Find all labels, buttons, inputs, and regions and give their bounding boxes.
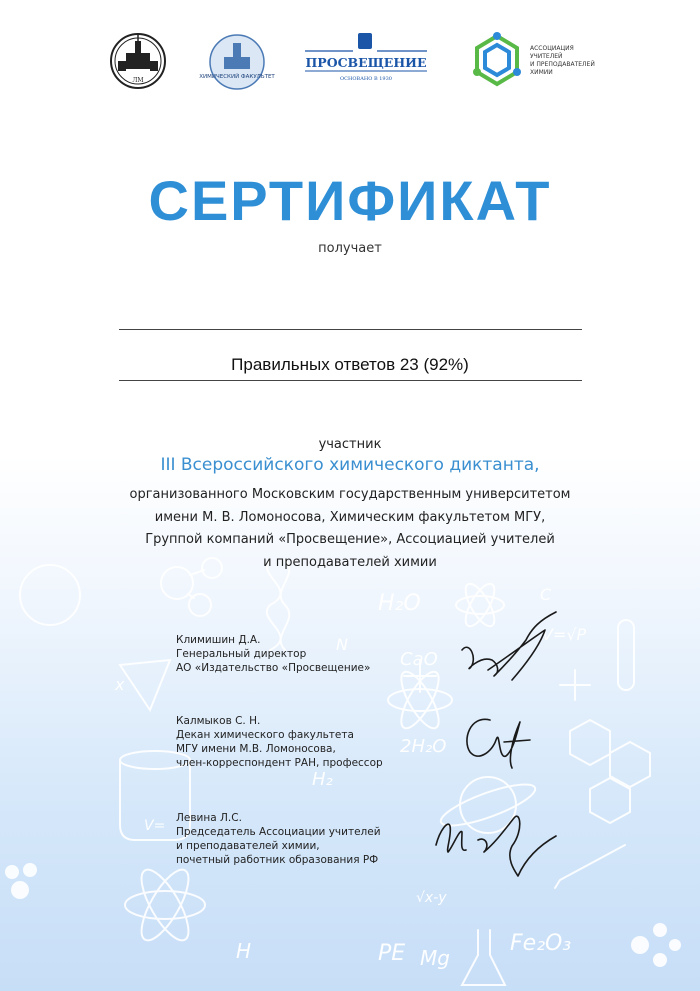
certificate-title: СЕРТИФИКАТ <box>148 169 552 232</box>
organizers-line: Группой компаний «Просвещение», Ассоциацией учителей <box>145 532 555 547</box>
doodle-label-pe: PE <box>378 941 406 966</box>
signer-title: почетный работник образования РФ <box>176 854 379 866</box>
svg-text:АССОЦИАЦИЯ: АССОЦИАЦИЯ <box>530 45 574 52</box>
signer-title: член-корреспондент РАН, профессор <box>176 757 383 769</box>
doodle-label-fe2o3: Fe₂O₃ <box>510 931 572 956</box>
signer-title: Председатель Ассоциации учителей <box>176 826 381 838</box>
event-name: III Всероссийского химического диктанта, <box>160 455 540 475</box>
doodle-label-v-eq2: V= <box>144 818 166 834</box>
doodle-label-x: x <box>115 675 125 694</box>
doodle-label-cao: CaO <box>400 649 438 670</box>
chemfak-label: ХИМИЧЕСКИЙ ФАКУЛЬТЕТ <box>199 74 275 80</box>
doodle-label-mg: Mg <box>420 946 450 970</box>
signer-title: Декан химического факультета <box>176 729 354 741</box>
signature-levina <box>436 816 556 876</box>
result-text: Правильных ответов 23 (92%) <box>231 355 469 374</box>
organizers-line: и преподавателей химии <box>263 554 437 570</box>
receives-label: получает <box>318 241 382 256</box>
svg-text:И ПРЕПОДАВАТЕЛЕЙ: И ПРЕПОДАВАТЕЛЕЙ <box>530 61 595 68</box>
svg-text:ЛМ: ЛМ <box>132 77 144 84</box>
doodle-label-h: H <box>236 939 252 963</box>
doodle-label-sqrt: √x-y <box>416 890 447 906</box>
organizers-line: имени М. В. Ломоносова, Химическим факультетом МГУ, <box>154 509 546 525</box>
signer-title: и преподавателей химии, <box>176 840 320 852</box>
signer-title: МГУ имени М.В. Ломоносова, <box>176 743 336 755</box>
doodle-label-2h2o: 2H₂O <box>400 736 447 757</box>
participant-label: участник <box>318 437 382 452</box>
doodle-label-h2o: H₂O <box>378 591 421 616</box>
svg-text:ХИМИИ: ХИМИИ <box>530 69 553 76</box>
doodle-label-n: N <box>336 635 348 654</box>
signer-title: АО «Издательство «Просвещение» <box>176 662 371 674</box>
doodle-label-h2: H₂ <box>312 769 333 790</box>
organizers-line: организованного Московским государственным университетом <box>129 487 571 502</box>
svg-text:ОСНОВАНО В 1930: ОСНОВАНО В 1930 <box>340 76 392 82</box>
svg-text:УЧИТЕЛЕЙ: УЧИТЕЛЕЙ <box>530 53 563 60</box>
doodle-label-v-eq: V=√P <box>542 625 587 644</box>
signature-kalmykov <box>467 719 530 768</box>
signer-title: Генеральный директор <box>176 648 307 660</box>
signature-klimishin <box>462 612 556 680</box>
signer-name: Климишин Д.А. <box>176 634 261 646</box>
signer-name: Калмыков С. Н. <box>176 715 261 727</box>
svg-text:ПРОСВЕЩЕНИЕ: ПРОСВЕЩЕНИЕ <box>305 55 427 70</box>
doodle-label-c: C <box>540 585 552 604</box>
signer-name: Левина Л.С. <box>176 812 242 824</box>
